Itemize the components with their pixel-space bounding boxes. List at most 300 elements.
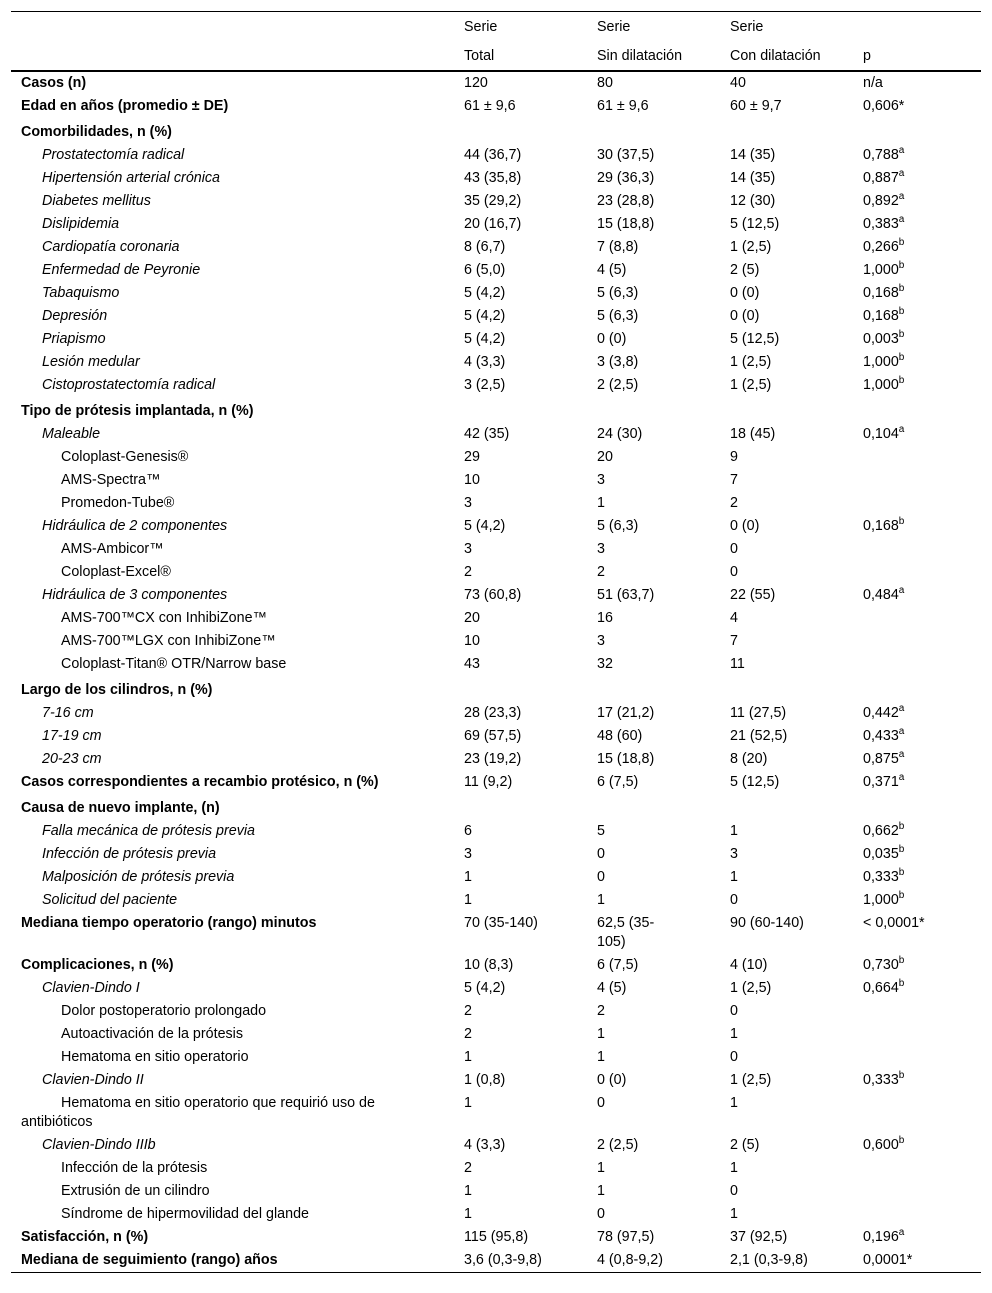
- cell-sin: 4 (5): [597, 980, 627, 996]
- p-footnote-marker: a: [898, 145, 905, 157]
- p-value: 1,000: [863, 354, 899, 370]
- cell-sin: 32: [597, 656, 613, 672]
- cell-sin: 5 (6,3): [597, 308, 639, 324]
- p-footnote-marker: a: [898, 703, 905, 715]
- table-row: [11, 584, 981, 607]
- cell-p: [852, 144, 981, 167]
- cell-sin: 1: [597, 1026, 605, 1042]
- row-label: Infección de la prótesis: [61, 1160, 208, 1176]
- table-row: [11, 423, 981, 446]
- p-footnote-marker: b: [898, 890, 905, 902]
- row-label: Complicaciones, n (%): [21, 957, 174, 973]
- cell-con: [719, 397, 852, 423]
- cell-p: [852, 889, 981, 912]
- cell-con: 40: [730, 75, 746, 91]
- cell-con: 0: [730, 564, 738, 580]
- cell-con: 11: [730, 656, 745, 672]
- cell-p: [852, 1000, 981, 1023]
- p-footnote-marker: b: [898, 1135, 905, 1147]
- row-label: Dislipidemia: [42, 216, 120, 232]
- cell-con: 1: [730, 1160, 738, 1176]
- cell-sin: 29 (36,3): [597, 170, 655, 186]
- row-label: Cistoprostatectomía radical: [42, 377, 216, 393]
- p-footnote-marker: b: [898, 821, 905, 833]
- row-label: Dolor postoperatorio prolongado: [61, 1003, 267, 1019]
- row-label: Autoactivación de la prótesis: [61, 1026, 243, 1042]
- cell-con: 22 (55): [730, 587, 776, 603]
- cell-p: [852, 423, 981, 446]
- table-row: [11, 190, 981, 213]
- row-label: 20-23 cm: [42, 751, 102, 767]
- cell-p: [852, 213, 981, 236]
- cell-p: [852, 1069, 981, 1092]
- p-value: 1,000: [863, 377, 899, 393]
- p-footnote-marker: b: [898, 283, 905, 295]
- p-value: n/a: [863, 75, 883, 91]
- cell-sin: [586, 118, 719, 144]
- row-label: Priapismo: [42, 331, 106, 347]
- row-label: Maleable: [42, 426, 101, 442]
- p-value: 0,442: [863, 705, 899, 721]
- cell-total: 1: [464, 892, 472, 908]
- row-label: Prostatectomía radical: [42, 147, 185, 163]
- cell-total: 6 (5,0): [464, 262, 506, 278]
- p-footnote-marker: a: [898, 585, 905, 597]
- cell-con: 8 (20): [730, 751, 768, 767]
- cell-con: 0: [730, 1003, 738, 1019]
- cell-sin: 1: [597, 1183, 605, 1199]
- table-row: [11, 1000, 981, 1023]
- cell-con: 0: [730, 1049, 738, 1065]
- table-row: [11, 397, 981, 423]
- row-label: AMS-700™LGX con InhibiZone™: [61, 633, 276, 649]
- cell-p: [852, 676, 981, 702]
- header-cell: Con dilatación: [719, 41, 852, 71]
- row-label: Casos (n): [21, 75, 87, 91]
- cell-sin: 0: [597, 1095, 605, 1111]
- cell-sin: 5 (6,3): [597, 518, 639, 534]
- cell-sin: 24 (30): [597, 426, 643, 442]
- cell-total: 43: [464, 656, 480, 672]
- cell-p: [852, 1046, 981, 1069]
- cell-total: [453, 794, 586, 820]
- table-row: [11, 1157, 981, 1180]
- cell-p: [852, 259, 981, 282]
- row-label: Promedon-Tube®: [61, 495, 175, 511]
- cell-con: 5 (12,5): [730, 774, 780, 790]
- row-label: Largo de los cilindros, n (%): [21, 682, 213, 698]
- cell-con: 5 (12,5): [730, 216, 780, 232]
- results-table: [11, 11, 981, 1273]
- cell-sin: 3: [597, 541, 605, 557]
- cell-p: [852, 1134, 981, 1157]
- table-body: [11, 71, 981, 1273]
- cell-con: 11 (27,5): [730, 705, 787, 721]
- cell-con: 1: [730, 869, 738, 885]
- table-row: [11, 1203, 981, 1226]
- p-footnote-marker: b: [898, 844, 905, 856]
- p-value: 0,168: [863, 285, 899, 301]
- p-footnote-marker: b: [898, 955, 905, 967]
- row-label: Casos correspondientes a recambio protésico, n (%): [21, 774, 379, 790]
- p-footnote-marker: a: [898, 191, 905, 203]
- table-row: [11, 771, 981, 794]
- header-cell: [11, 12, 453, 42]
- cell-sin: 6 (7,5): [597, 957, 639, 973]
- p-value: 0,003: [863, 331, 899, 347]
- cell-total: 5 (4,2): [464, 308, 506, 324]
- cell-sin: 1: [597, 1160, 605, 1176]
- row-label: AMS-Spectra™: [61, 472, 161, 488]
- table-row: [11, 1226, 981, 1249]
- cell-total: 11 (9,2): [464, 774, 513, 790]
- row-label: Enfermedad de Peyronie: [42, 262, 201, 278]
- table-row: [11, 912, 981, 954]
- p-value: 0,333: [863, 1072, 899, 1088]
- cell-con: 0 (0): [730, 518, 760, 534]
- table-row: [11, 889, 981, 912]
- table-row: [11, 954, 981, 977]
- cell-p: [852, 1180, 981, 1203]
- cell-total: 10: [464, 633, 480, 649]
- cell-p: [852, 446, 981, 469]
- row-label: Clavien-Dindo II: [42, 1072, 144, 1088]
- cell-p: [852, 351, 981, 374]
- p-value: 0,730: [863, 957, 899, 973]
- p-footnote-marker: a: [898, 1227, 905, 1239]
- cell-con: 14 (35): [730, 170, 776, 186]
- cell-total: 1: [464, 869, 472, 885]
- p-value: 0,484: [863, 587, 899, 603]
- p-value: 0,168: [863, 308, 899, 324]
- table-row: [11, 213, 981, 236]
- cell-p: [852, 820, 981, 843]
- cell-con: 1: [730, 1206, 738, 1222]
- table-row: [11, 1069, 981, 1092]
- cell-p: [852, 977, 981, 1000]
- cell-sin: 30 (37,5): [597, 147, 655, 163]
- header-cell: [11, 41, 453, 71]
- row-label: Comorbilidades, n (%): [21, 124, 172, 140]
- cell-p: [852, 794, 981, 820]
- table-row: [11, 1180, 981, 1203]
- row-label: Coloplast-Excel®: [61, 564, 171, 580]
- p-footnote-marker: b: [898, 516, 905, 528]
- cell-sin: [586, 676, 719, 702]
- cell-total: 4 (3,3): [464, 1137, 506, 1153]
- cell-p: [852, 374, 981, 397]
- cell-total: 28 (23,3): [464, 705, 522, 721]
- table-row: [11, 492, 981, 515]
- row-label: Clavien-Dindo IIIb: [42, 1137, 156, 1153]
- table-row: [11, 469, 981, 492]
- p-value: 1,000: [863, 262, 899, 278]
- p-value: 0,664: [863, 980, 899, 996]
- cell-con: 0: [730, 541, 738, 557]
- cell-con: 90 (60-140): [730, 915, 804, 931]
- row-label: 17-19 cm: [42, 728, 102, 744]
- table-row: [11, 607, 981, 630]
- table-row: [11, 630, 981, 653]
- cell-total: 10: [464, 472, 480, 488]
- cell-p: [852, 748, 981, 771]
- cell-con: 2: [730, 495, 738, 511]
- cell-total: 1: [464, 1183, 472, 1199]
- cell-p: [852, 305, 981, 328]
- cell-con: 60 ± 9,7: [730, 98, 782, 114]
- cell-p: [852, 1092, 981, 1134]
- row-label: AMS-Ambicor™: [61, 541, 164, 557]
- table-row: [11, 167, 981, 190]
- table-row: [11, 676, 981, 702]
- cell-p: [852, 282, 981, 305]
- p-value: 0,887: [863, 170, 899, 186]
- table-row: [11, 1046, 981, 1069]
- cell-con: 1 (2,5): [730, 980, 772, 996]
- p-value: 0,383: [863, 216, 899, 232]
- p-value: 0,606*: [863, 98, 905, 114]
- cell-total: 120: [464, 75, 488, 91]
- table-row: [11, 702, 981, 725]
- cell-total: 70 (35-140): [464, 915, 538, 931]
- cell-sin: 4 (5): [597, 262, 627, 278]
- p-value: 0,433: [863, 728, 899, 744]
- cell-total: [453, 676, 586, 702]
- p-footnote-marker: b: [898, 867, 905, 879]
- header-cell: [852, 12, 981, 42]
- cell-total: 20: [464, 610, 480, 626]
- cell-total: 2: [464, 1160, 472, 1176]
- cell-p: [852, 469, 981, 492]
- p-footnote-marker: a: [898, 424, 905, 436]
- cell-p: [852, 236, 981, 259]
- cell-sin: 6 (7,5): [597, 774, 639, 790]
- table-row: [11, 561, 981, 584]
- table-row: [11, 118, 981, 144]
- p-value: 0,371: [863, 774, 899, 790]
- cell-p: [852, 1157, 981, 1180]
- row-label: Malposición de prótesis previa: [42, 869, 235, 885]
- cell-p: [852, 866, 981, 889]
- cell-p: [852, 95, 981, 118]
- cell-con: 2 (5): [730, 1137, 760, 1153]
- p-value: 0,333: [863, 869, 899, 885]
- table-row: [11, 95, 981, 118]
- cell-con: 12 (30): [730, 193, 776, 209]
- row-label: Hipertensión arterial crónica: [42, 170, 220, 186]
- p-footnote-marker: b: [898, 978, 905, 990]
- cell-total: 23 (19,2): [464, 751, 522, 767]
- cell-total: 1: [464, 1206, 472, 1222]
- p-value: 1,000: [863, 892, 899, 908]
- cell-sin: 2 (2,5): [597, 377, 639, 393]
- cell-sin: 2: [597, 564, 605, 580]
- row-label: 7-16 cm: [42, 705, 94, 721]
- table-row: [11, 282, 981, 305]
- cell-total: 2: [464, 1026, 472, 1042]
- row-label: Clavien-Dindo I: [42, 980, 140, 996]
- table-row: [11, 144, 981, 167]
- cell-sin: 62,5 (35-105): [597, 915, 655, 950]
- cell-sin: 20: [597, 449, 613, 465]
- cell-total: 5 (4,2): [464, 980, 506, 996]
- cell-sin: 1: [597, 892, 605, 908]
- row-label: Cardiopatía coronaria: [42, 239, 180, 255]
- table-row: [11, 328, 981, 351]
- table-row: [11, 538, 981, 561]
- cell-con: 2 (5): [730, 262, 760, 278]
- p-footnote-marker: a: [898, 726, 905, 738]
- cell-p: [852, 397, 981, 423]
- table-row: [11, 374, 981, 397]
- row-label: AMS-700™CX con InhibiZone™: [61, 610, 267, 626]
- cell-con: 14 (35): [730, 147, 776, 163]
- table-row: [11, 71, 981, 95]
- header-row-1: [11, 12, 981, 42]
- cell-sin: 15 (18,8): [597, 216, 655, 232]
- row-label: Solicitud del paciente: [42, 892, 178, 908]
- cell-p: [852, 954, 981, 977]
- cell-sin: 5: [597, 823, 605, 839]
- row-label: Infección de prótesis previa: [42, 846, 217, 862]
- cell-p: [852, 492, 981, 515]
- cell-sin: 16: [597, 610, 613, 626]
- cell-p: [852, 561, 981, 584]
- row-label: Tipo de prótesis implantada, n (%): [21, 403, 254, 419]
- cell-p: [852, 771, 981, 794]
- cell-con: 0: [730, 1183, 738, 1199]
- table-row: [11, 1092, 981, 1134]
- table-row: [11, 725, 981, 748]
- cell-con: 4: [730, 610, 738, 626]
- cell-sin: 3 (3,8): [597, 354, 639, 370]
- p-value: 0,892: [863, 193, 899, 209]
- cell-total: 115 (95,8): [464, 1229, 529, 1245]
- cell-sin: 0 (0): [597, 331, 627, 347]
- cell-p: [852, 912, 981, 954]
- cell-p: [852, 702, 981, 725]
- cell-p: [852, 1226, 981, 1249]
- cell-con: 7: [730, 472, 738, 488]
- cell-total: 35 (29,2): [464, 193, 522, 209]
- cell-p: [852, 725, 981, 748]
- p-value: 0,0001*: [863, 1252, 913, 1268]
- table-row: [11, 794, 981, 820]
- table-row: [11, 1134, 981, 1157]
- p-footnote-marker: b: [898, 329, 905, 341]
- p-footnote-marker: b: [898, 237, 905, 249]
- cell-con: [719, 676, 852, 702]
- cell-total: 1: [464, 1049, 472, 1065]
- cell-con: 37 (92,5): [730, 1229, 788, 1245]
- cell-p: [852, 1249, 981, 1273]
- cell-total: 3 (2,5): [464, 377, 506, 393]
- cell-con: 1 (2,5): [730, 354, 772, 370]
- header-cell: Serie: [597, 19, 631, 35]
- table-row: [11, 866, 981, 889]
- table-row: [11, 820, 981, 843]
- cell-total: 1 (0,8): [464, 1072, 506, 1088]
- cell-p: [852, 538, 981, 561]
- cell-total: 3: [464, 541, 472, 557]
- cell-total: 5 (4,2): [464, 285, 506, 301]
- cell-total: 69 (57,5): [464, 728, 522, 744]
- cell-con: 3: [730, 846, 738, 862]
- cell-sin: 3: [597, 472, 605, 488]
- p-value: 0,788: [863, 147, 899, 163]
- cell-con: 7: [730, 633, 738, 649]
- row-label: Coloplast-Genesis®: [61, 449, 189, 465]
- cell-total: 6: [464, 823, 472, 839]
- p-value: 0,035: [863, 846, 899, 862]
- cell-total: [453, 118, 586, 144]
- cell-p: [852, 653, 981, 676]
- cell-con: 18 (45): [730, 426, 776, 442]
- cell-p: [852, 584, 981, 607]
- cell-p: [852, 1023, 981, 1046]
- row-label: Causa de nuevo implante, (n): [21, 800, 220, 816]
- cell-total: 42 (35): [464, 426, 510, 442]
- cell-total: 29: [464, 449, 480, 465]
- cell-con: 0 (0): [730, 285, 760, 301]
- cell-con: 1: [730, 1026, 738, 1042]
- cell-total: 2: [464, 1003, 472, 1019]
- row-label: Mediana tiempo operatorio (rango) minutos: [21, 915, 317, 931]
- cell-sin: [586, 794, 719, 820]
- cell-total: 5 (4,2): [464, 518, 506, 534]
- cell-sin: [586, 397, 719, 423]
- header-cell: Serie: [730, 19, 764, 35]
- p-value: 0,875: [863, 751, 899, 767]
- cell-con: 4 (10): [730, 957, 768, 973]
- cell-sin: 0: [597, 1206, 605, 1222]
- row-label: Síndrome de hipermovilidad del glande: [61, 1206, 309, 1222]
- cell-p: [852, 607, 981, 630]
- cell-con: 9: [730, 449, 738, 465]
- cell-total: 44 (36,7): [464, 147, 522, 163]
- row-label: Depresión: [42, 308, 108, 324]
- cell-total: 1: [464, 1095, 472, 1111]
- cell-sin: 2: [597, 1003, 605, 1019]
- row-label: Lesión medular: [42, 354, 140, 370]
- p-footnote-marker: a: [898, 168, 905, 180]
- cell-total: 61 ± 9,6: [464, 98, 516, 114]
- row-label: Hematoma en sitio operatorio: [61, 1049, 249, 1065]
- p-value: < 0,0001*: [863, 915, 925, 931]
- cell-total: 4 (3,3): [464, 354, 506, 370]
- table-row: [11, 305, 981, 328]
- p-footnote-marker: b: [898, 1070, 905, 1082]
- cell-sin: 0: [597, 846, 605, 862]
- table-row: [11, 1023, 981, 1046]
- row-label: Falla mecánica de prótesis previa: [42, 823, 255, 839]
- cell-sin: 48 (60): [597, 728, 643, 744]
- cell-p: [852, 843, 981, 866]
- cell-p: [852, 515, 981, 538]
- cell-con: 1: [730, 1095, 738, 1111]
- p-value: 0,196: [863, 1229, 899, 1245]
- table-row: [11, 446, 981, 469]
- cell-con: 1 (2,5): [730, 239, 772, 255]
- cell-con: 5 (12,5): [730, 331, 780, 347]
- cell-sin: 3: [597, 633, 605, 649]
- row-label: Hidráulica de 3 componentes: [42, 587, 228, 603]
- row-label: Extrusión de un cilindro: [61, 1183, 210, 1199]
- cell-total: 3,6 (0,3-9,8): [464, 1252, 542, 1268]
- cell-con: 0: [730, 892, 738, 908]
- cell-sin: 5 (6,3): [597, 285, 639, 301]
- table-row: [11, 351, 981, 374]
